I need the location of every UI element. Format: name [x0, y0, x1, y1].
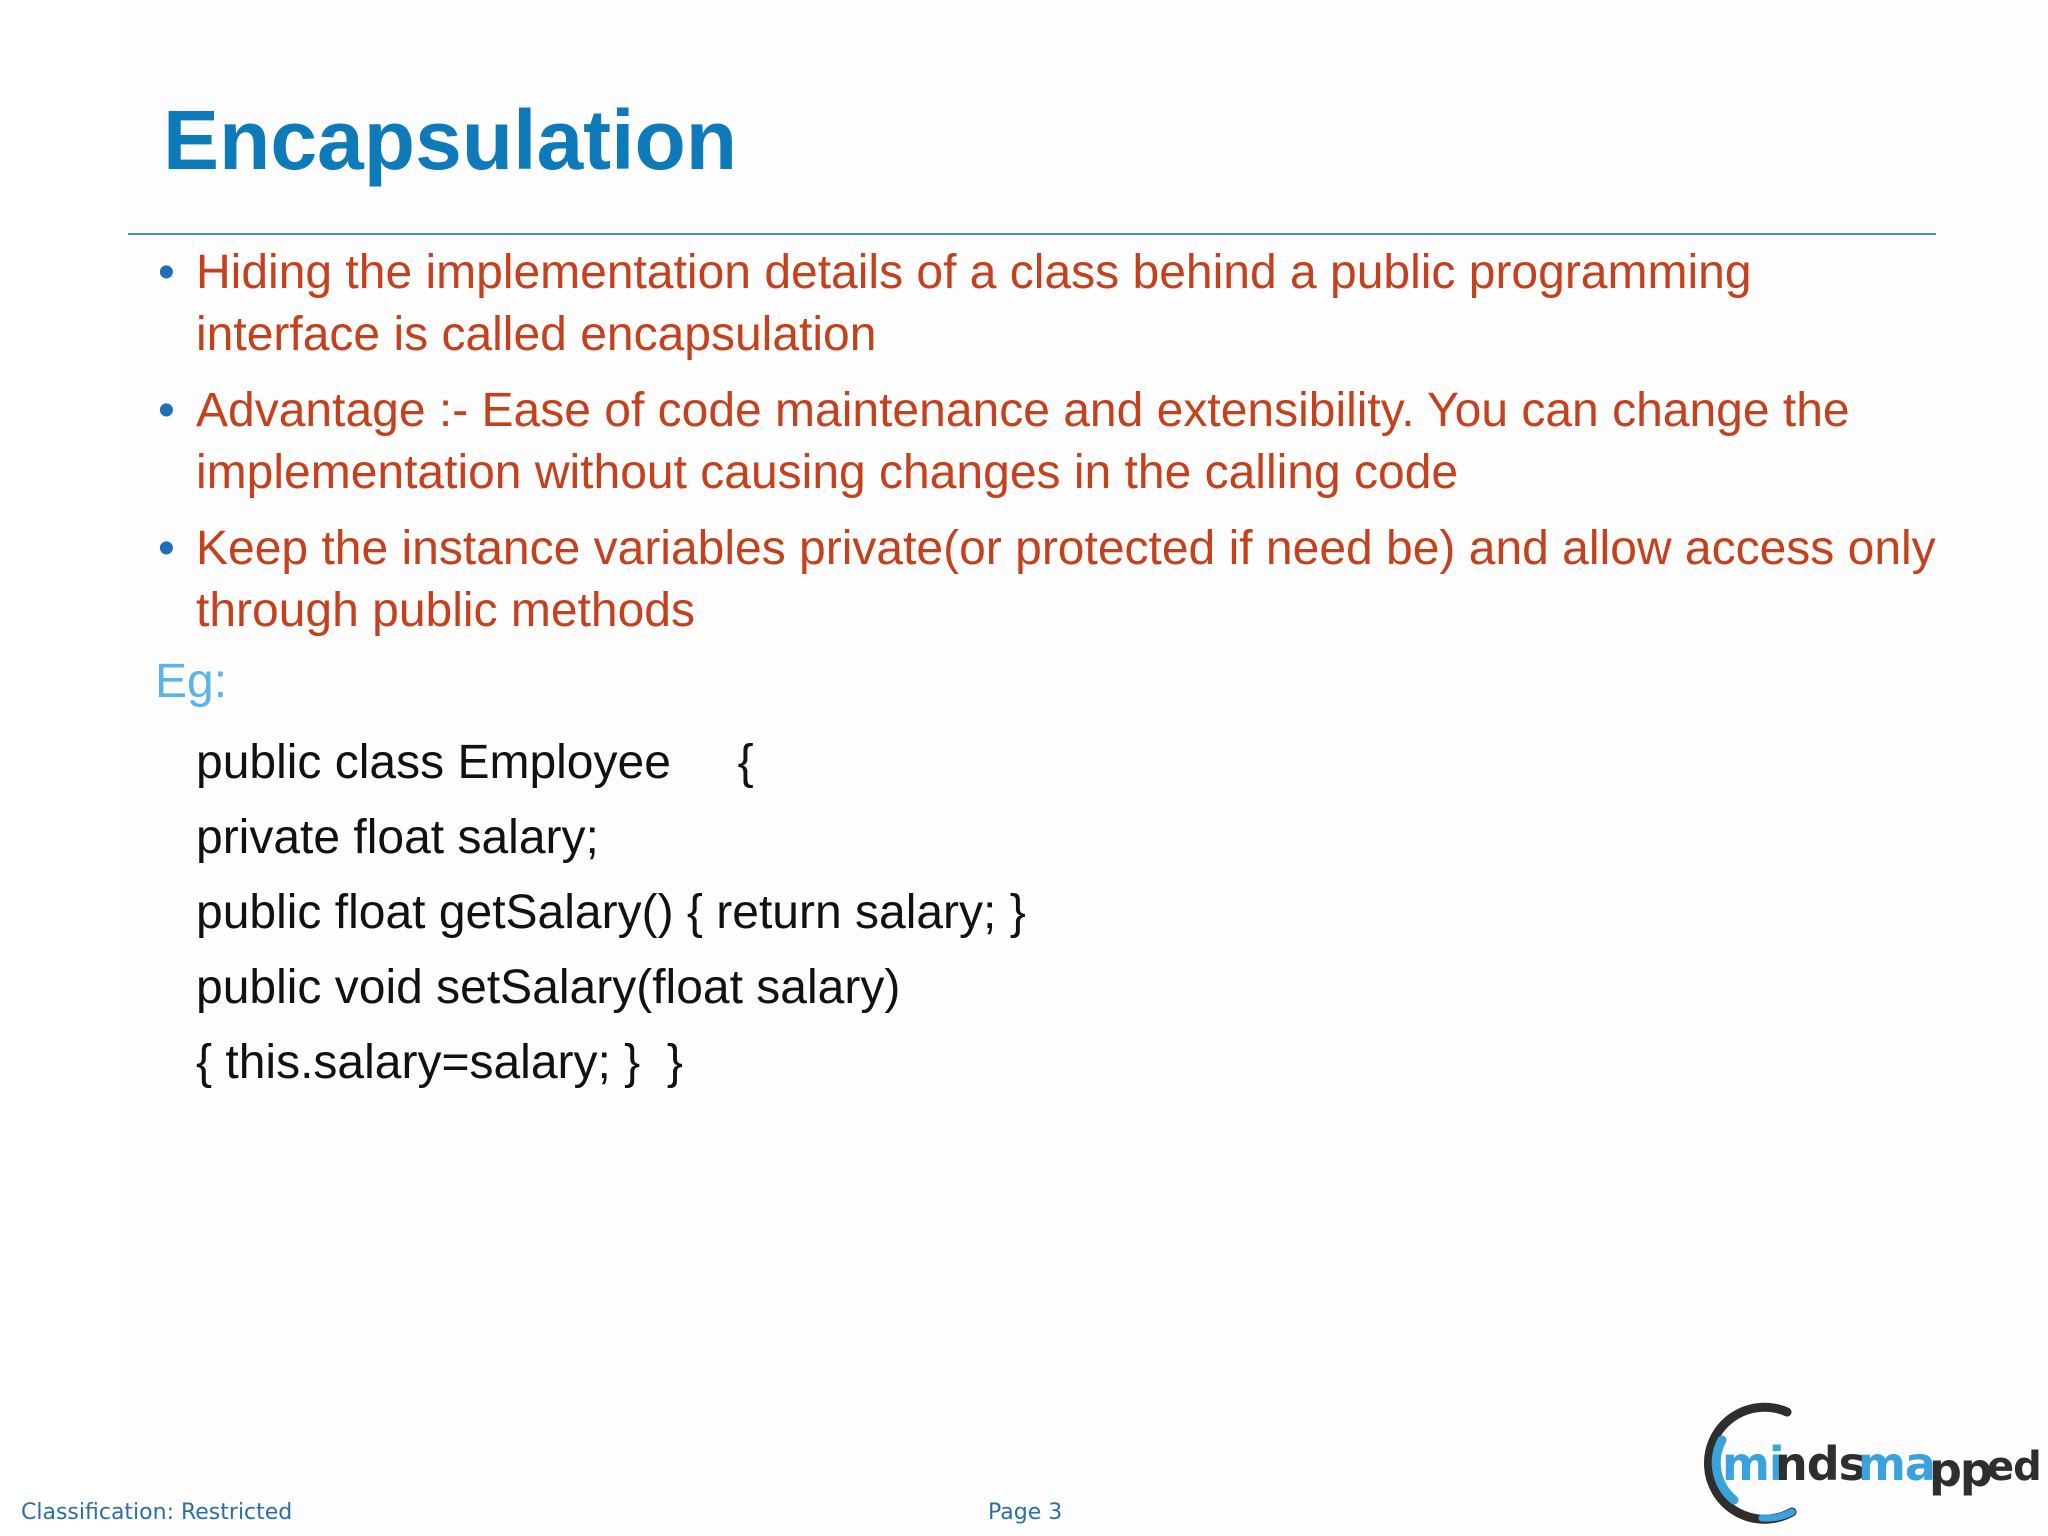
- svg-text:mi: mi: [1722, 1437, 1784, 1491]
- code-line: public void setSalary(float salary): [196, 961, 901, 1014]
- bullet-item: [158, 380, 1938, 504]
- bullet-marker: •: [158, 522, 175, 575]
- mindsmapped-logo-icon: [1692, 1400, 2041, 1525]
- code-line: public class Employee {: [196, 736, 754, 789]
- svg-text:pp: pp: [1929, 1443, 1991, 1497]
- page-number: Page 3: [988, 1500, 1063, 1525]
- bullet-marker: •: [158, 246, 175, 299]
- bullet-text: Advantage :- Ease of code maintenance and extensibility. You can change the implementation without causing changes in the calling code: [196, 384, 1850, 499]
- code-line: { this.salary=salary; } }: [196, 1036, 683, 1089]
- code-example: [196, 725, 1026, 1100]
- svg-text:nds: nds: [1775, 1437, 1866, 1491]
- bullet-marker: •: [158, 384, 175, 437]
- code-line: private float salary;: [196, 811, 599, 864]
- bullet-text: Keep the instance variables private(or protected if need be) and allow access only through public methods: [196, 522, 1936, 637]
- classification-label: Classification: Restricted: [21, 1500, 293, 1525]
- svg-text:ma: ma: [1858, 1437, 1935, 1491]
- example-label: Eg:: [155, 655, 228, 708]
- code-line: public float getSalary() { return salary; }: [196, 886, 1026, 939]
- bullet-text: Hiding the implementation details of a class behind a public programming interface is called encapsulation: [196, 246, 1752, 361]
- bullet-item: [158, 518, 1938, 642]
- bullet-list: [158, 242, 1938, 656]
- slide-title: Encapsulation: [163, 93, 738, 187]
- svg-text:ed: ed: [1987, 1444, 2041, 1490]
- bullet-item: [158, 242, 1938, 366]
- title-divider: [128, 233, 1936, 235]
